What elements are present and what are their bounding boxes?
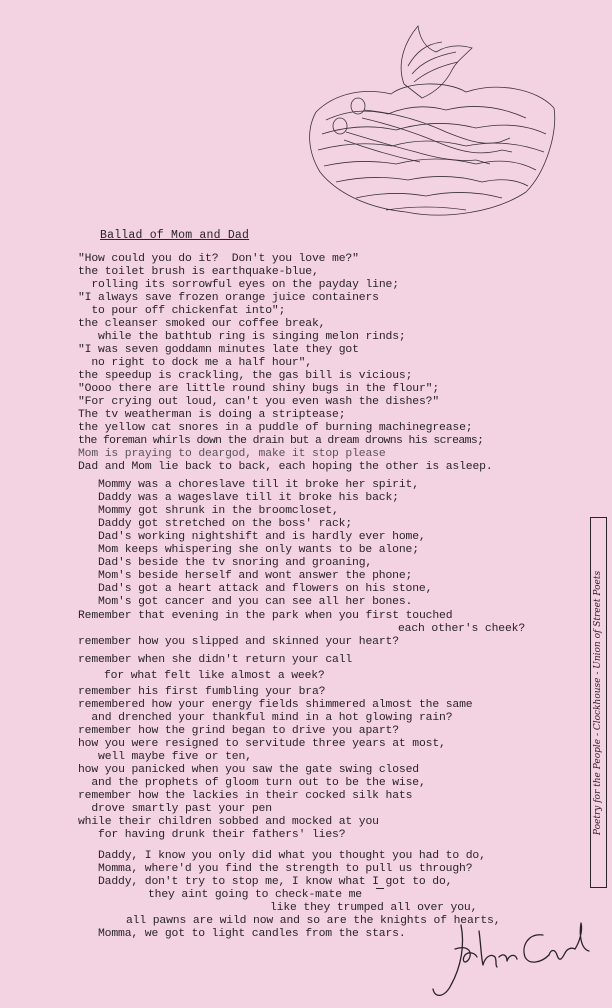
poem-line: drove smartly past your pen <box>78 803 272 815</box>
poem-line: the yellow cat snores in a puddle of burning machinegrease; <box>78 422 473 434</box>
poem-line: Momma, where'd you find the strength to pull us through? <box>98 863 473 875</box>
poem-line: Dad and Mom lie back to back, each hoping the other is asleep. <box>78 461 493 473</box>
poem-line: Dad's working nightshift and is hardly ever home, <box>98 531 426 543</box>
emphasis-underline <box>376 888 384 889</box>
poem-line: for what felt like almost a week? <box>104 670 325 682</box>
poem-line: how you panicked when you saw the gate swing closed <box>78 764 419 776</box>
angel-illustration <box>296 22 562 224</box>
poem-line: Remember that evening in the park when you first touched <box>78 610 453 622</box>
poem-line: while the bathtub ring is singing melon rinds; <box>78 331 406 343</box>
poem-line: Mom is praying to deargod, make it stop please <box>78 448 386 460</box>
poem-line: the cleanser smoked our coffee break, <box>78 318 326 330</box>
poem-line: Daddy, I know you only did what you thought you had to do, <box>98 850 486 862</box>
poem-line: how you were resigned to servitude three years at most, <box>78 738 446 750</box>
poem-line: remember how the grind began to drive you apart? <box>78 725 399 737</box>
poem-line: Daddy got stretched on the boss' rack; <box>98 518 353 530</box>
poem-line: while their children sobbed and mocked at you <box>78 816 379 828</box>
poem-line: Daddy was a wageslave till it broke his back; <box>98 492 399 504</box>
poem-line: no right to dock me a half hour", <box>78 357 312 369</box>
poem-line: the speedup is crackling, the gas bill is vicious; <box>78 370 413 382</box>
poem-line: all pawns are wild now and so are the knights of hearts, <box>126 915 501 927</box>
poem-line: "I was seven goddamn minutes late they got <box>78 344 359 356</box>
poem-line: "How could you do it? Don't you love me?" <box>78 253 359 265</box>
poem-line: they aint going to check-mate me <box>148 889 362 901</box>
poem-line: the foreman whirls down the drain but a dream drowns his screams; <box>78 435 484 447</box>
poem-line: remember his first fumbling your bra? <box>78 686 326 698</box>
poem-line: for having drunk their fathers' lies? <box>78 829 346 841</box>
poem-line: Dad's beside the tv snoring and groaning, <box>98 557 373 569</box>
poem-title: Ballad of Mom and Dad <box>100 229 250 242</box>
poem-line: Mom's beside herself and wont answer the phone; <box>98 570 413 582</box>
poem-line: The tv weatherman is doing a striptease; <box>78 409 346 421</box>
poem-line: well maybe five or ten, <box>78 751 252 763</box>
side-label: Poetry for the People - Clockhouse - Union of Street Poets <box>593 570 604 835</box>
poem-line: rolling its sorrowful eyes on the payday line; <box>78 279 399 291</box>
poem-line: remember how the lackies in their cocked silk hats <box>78 790 413 802</box>
poem-line: Mommy got shrunk in the broomcloset, <box>98 505 339 517</box>
signature <box>425 905 600 1005</box>
poem-line: "I always save frozen orange juice containers <box>78 292 379 304</box>
poem-line: "For crying out loud, can't you even wash the dishes?" <box>78 396 440 408</box>
poem-line: Momma, we got to light candles from the stars. <box>98 928 406 940</box>
poem-line: remembered how your energy fields shimmered almost the same <box>78 699 473 711</box>
poem-line: each other's cheek? <box>398 623 526 635</box>
poem-line: Mommy was a choreslave till it broke her spirit, <box>98 479 419 491</box>
poem-line: Mom's got cancer and you can see all her bones. <box>98 596 413 608</box>
poem-line: and the prophets of gloom turn out to be the wise, <box>78 777 426 789</box>
poem-line: Dad's got a heart attack and flowers on his stone, <box>98 583 433 595</box>
poem-line: the toilet brush is earthquake-blue, <box>78 266 319 278</box>
poem-line: "Oooo there are little round shiny bugs in the flour"; <box>78 383 440 395</box>
poem-line: remember when she didn't return your call <box>78 654 353 666</box>
side-label-box <box>590 517 607 888</box>
poem-line: Mom keeps whispering she only wants to be alone; <box>98 544 419 556</box>
poem-line: to pour off chickenfat into"; <box>78 305 286 317</box>
poem-line: and drenched your thankful mind in a hot glowing rain? <box>78 712 453 724</box>
poem-line: Daddy, don't try to stop me, I know what I got to do, <box>98 876 453 888</box>
poem-line: like they trumped all over you, <box>270 902 478 914</box>
poem-line: remember how you slipped and skinned your heart? <box>78 636 399 648</box>
